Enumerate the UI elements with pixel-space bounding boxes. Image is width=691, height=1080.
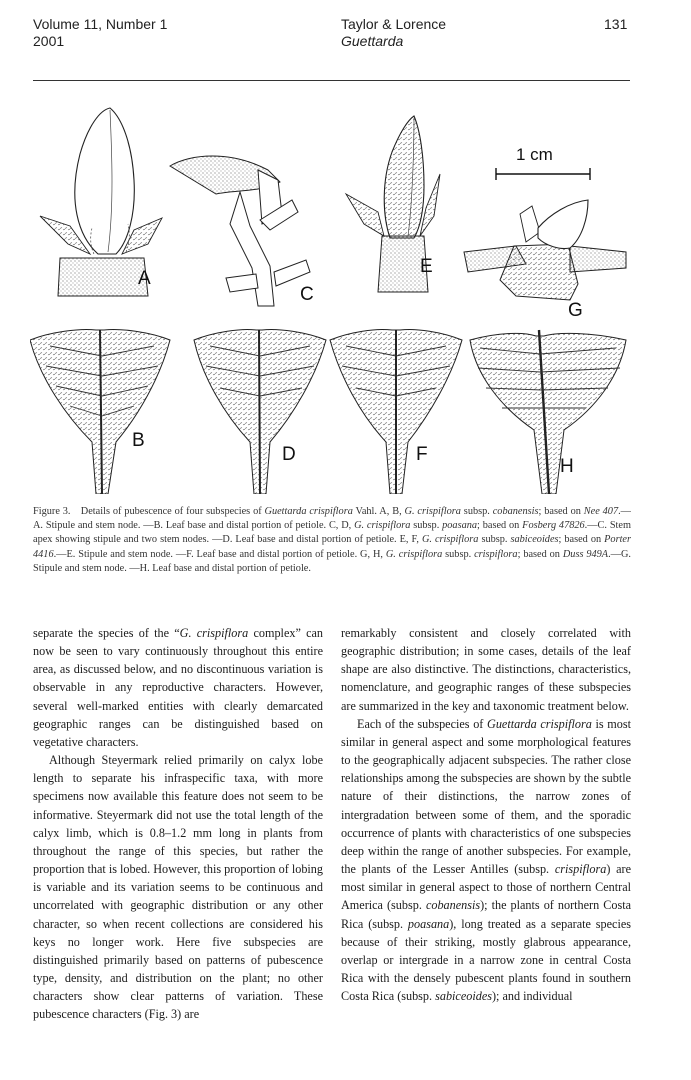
caption-text: ; based on (517, 548, 563, 560)
caption-taxon: G. crispiflora (421, 534, 479, 546)
panel-label-h: H (560, 456, 574, 477)
caption-text: ; based on (538, 506, 584, 517)
journal-year: 2001 (33, 33, 65, 49)
scale-bar-label: 1 cm (516, 145, 553, 164)
caption-text: subsp. (460, 506, 493, 517)
caption-taxon: Guettarda crispiflora (264, 506, 353, 517)
page-number: 131 (604, 16, 628, 32)
drawing-d-leaf-base (194, 329, 326, 494)
body-paragraph: remarkably consistent and closely correlated with geographic distribution; in some cases, details of the leaf shape are also distinctive. The distinctions, characteristics, nomenclature, and geographic ranges of these subspecies are summarized in the key and taxonomic treatment below. (341, 626, 631, 713)
caption-text: .—E. Stipule and stem node. —F. Leaf base and distal portion of petiole. G, H, (53, 548, 386, 560)
caption-text: ; based on (477, 520, 523, 532)
caption-specimen: Fosberg 47826 (522, 520, 585, 532)
caption-text: ; based on (558, 534, 605, 546)
panel-label-d: D (282, 444, 296, 465)
running-header-center (341, 16, 446, 50)
caption-taxon: G. crispiflora (404, 506, 461, 517)
caption-specimen: Duss 949A (562, 548, 609, 560)
panel-label-e: E (420, 256, 433, 277)
caption-text: subsp. (410, 520, 443, 532)
article-authors: Taylor & Lorence (341, 16, 447, 32)
body-column-left (33, 624, 323, 1023)
panel-label-b: B (132, 430, 145, 451)
body-column-right (341, 624, 631, 1005)
drawing-g-stipule-node (464, 200, 626, 300)
drawing-b-leaf-base (30, 329, 170, 494)
caption-specimen: Nee 407 (583, 506, 619, 517)
caption-text: Vahl. A, B, (352, 506, 405, 517)
running-header-left (33, 16, 167, 50)
body-paragraph: separate the species of the “G. crispiflora complex” can now be seen to vary continuously throughout this entire area, as discussed below, and no discontinuous variation is observable in any reproductive characters. However, several well-marked entities with clearly demarcated geographic ranges can be distinguished based on vegetative characters. (33, 626, 324, 749)
panel-label-a: A (138, 268, 151, 289)
caption-taxon: G. crispiflora (385, 548, 443, 560)
panel-label-g: G (568, 300, 583, 321)
caption-text: .—G. Stipule and stem node. —H. Leaf base and distal portion of petiole. (33, 548, 631, 574)
caption-taxon: poasana (442, 520, 478, 532)
caption-taxon: sabiceoides (510, 534, 559, 546)
article-genus: Guettarda (341, 33, 404, 49)
caption-taxon: crispiflora (474, 548, 518, 560)
drawing-f-leaf-base (330, 329, 462, 494)
header-rule (33, 80, 630, 81)
caption-taxon: cobanensis (492, 506, 539, 517)
figure-plate (30, 96, 640, 494)
scale-bar (496, 145, 590, 180)
body-paragraph: Each of the subspecies of Guettarda crispiflora is most similar in general aspect and some morphological features to the geographically adjacent subspecies. The rather close relationships among the subspecies are shown by the subtle nature of their distinctions, the narrow zones of intergradation between some of them, and the sporadic occurrence of plants with characteristics of one subspecies deep within the range of another subspecies. For example, the plants of the Lesser Antilles (subsp. crispiflora) are most similar in general aspect to those of northern Central America (subsp. cobanensis); the plants of northern Costa Rica (subsp. poasana), long treated as a separate species because of their striking, mostly glabrous appearance, overlap or intergrade in a narrow zone in central Costa Rica with the densely pubescent plants found in southern Costa Rica (subsp. sabiceoides); and individual (341, 716, 632, 1004)
drawing-c-stem-apex (170, 156, 310, 306)
caption-specimen: Porter 4416 (33, 534, 632, 560)
caption-text: Figure 3. Details of pubescence of four subspecies of (33, 506, 265, 517)
caption-text: subsp. (478, 534, 511, 546)
figure-caption (33, 505, 631, 576)
panel-label-c: C (300, 284, 314, 305)
body-paragraph: Although Steyermark relied primarily on calyx lobe length to separate his infraspecific taxa, with more specimens now available this feature does not seem to be informative. Steyermark did not use the total length of the calyx limb, which is 0.8–1.2 mm long in plants from throughout the range of this species, but rather the proportion that is lobed. However, this proportion of lobing is variable and its variation seems to be continuous and uncorrelated with geographic distribution or any other character, so when recent collections are considered his keys no longer work. Here five subspecies are distinguished primarily based on patterns of pubescence type, density, and distribution on the plant; no other characters show clear patterns of variation. These pubescence characters (Fig. 3) are (33, 753, 323, 1022)
caption-text: subsp. (442, 548, 475, 560)
drawing-h-leaf-base (470, 330, 626, 494)
caption-text: .—C. Stem apex showing stipule and two stem nodes. —D. Leaf base and distal portion of petiole. E, F, (33, 520, 631, 546)
caption-taxon: G. crispiflora (354, 520, 411, 532)
journal-volume: Volume 11, Number 1 (33, 16, 168, 32)
caption-text: .—A. Stipule and stem node. —B. Leaf base and distal portion of petiole. C, D, (33, 506, 631, 532)
panel-label-f: F (416, 444, 428, 465)
